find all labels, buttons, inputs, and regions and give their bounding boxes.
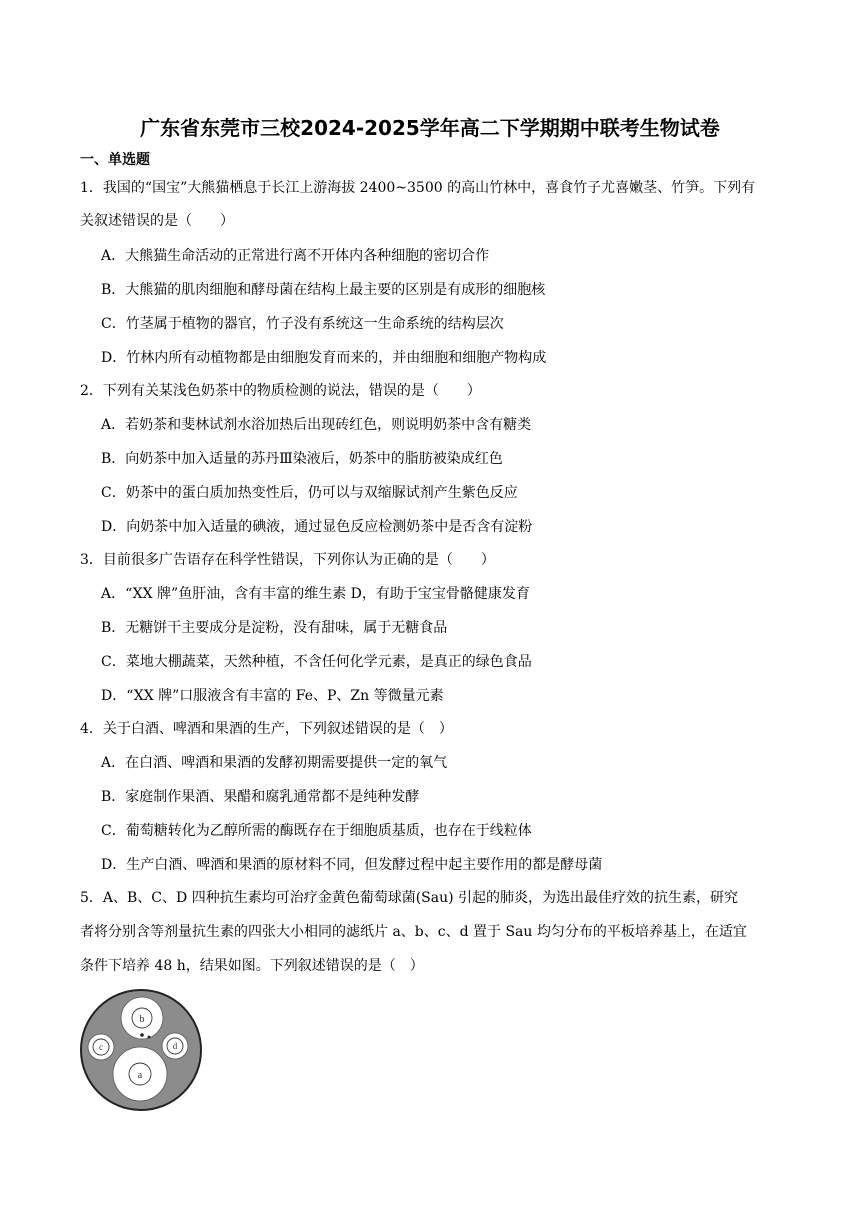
question-1-option-b: B．大熊猫的肌肉细胞和酵母菌在结构上最主要的区别是有成形的细胞核 — [101, 282, 546, 298]
question-2-option-b: B．向奶茶中加入适量的苏丹Ⅲ染液后，奶茶中的脂肪被染成红色 — [101, 451, 503, 467]
section-heading: 一、单选题 — [80, 152, 150, 168]
colony-dot — [148, 1036, 151, 1039]
petri-dish-figure — [79, 988, 203, 1112]
question-4-option-b: B．家庭制作果酒、果醋和腐乳通常都不是纯种发酵 — [101, 789, 420, 805]
question-5-stem-line-2: 者将分别含等剂量抗生素的四张大小相同的滤纸片 a、b、c、d 置于 Sau 均匀分布的平板培养基上，在适宜 — [80, 924, 747, 940]
question-2-option-a: A．若奶茶和斐林试剂水浴加热后出现砖红色，则说明奶茶中含有糖类 — [101, 417, 532, 433]
question-2-option-d: D．向奶茶中加入适量的碘液，通过显色反应检测奶茶中是否含有淀粉 — [101, 519, 533, 535]
document-title: 广东省东莞市三校2024-2025学年高二下学期期中联考生物试卷 — [140, 116, 720, 140]
question-5-stem-line-3: 条件下培养 48 h，结果如图。下列叙述错误的是（ ） — [80, 958, 424, 974]
question-1-stem-line-2: 关叙述错误的是（ ） — [80, 213, 234, 229]
question-1-option-a: A．大熊猫生命活动的正常进行离不开体内各种细胞的密切合作 — [101, 248, 490, 264]
disc-b — [121, 997, 163, 1039]
question-3-option-b: B．无糖饼干主要成分是淀粉，没有甜味，属于无糖食品 — [101, 620, 448, 636]
disc-c-label: c — [99, 1042, 103, 1052]
question-3-option-c: C．菜地大棚蔬菜，天然种植，不含任何化学元素，是真正的绿色食品 — [101, 654, 532, 670]
question-4-stem-line-1: 4．关于白酒、啤酒和果酒的生产，下列叙述错误的是（ ） — [80, 721, 453, 737]
disc-c — [88, 1034, 114, 1060]
question-4-option-a: A．在白酒、啤酒和果酒的发酵初期需要提供一定的氧气 — [101, 755, 448, 771]
question-4-option-d: D．生产白酒、啤酒和果酒的原材料不同，但发酵过程中起主要作用的都是酵母菌 — [101, 857, 603, 873]
question-3-stem-line-1: 3．目前很多广告语存在科学性错误，下列你认为正确的是（ ） — [80, 552, 495, 568]
colony-dot — [140, 1033, 144, 1037]
question-3-option-d: D．“XX 牌”口服液含有丰富的 Fe、P、Zn 等微量元素 — [101, 688, 444, 704]
question-2-stem-line-1: 2．下列有关某浅色奶茶中的物质检测的说法，错误的是（ ） — [80, 383, 481, 399]
question-5-stem-line-1: 5．A、B、C、D 四种抗生素均可治疗金黄色葡萄球菌(Sau) 引起的肺炎，为选出最佳疗效的抗生素，研究 — [80, 890, 739, 906]
question-3-option-a: A．“XX 牌”鱼肝油，含有丰富的维生素 D，有助于宝宝骨骼健康发育 — [101, 586, 530, 602]
question-1-stem-line-1: 1．我国的“国宝”大熊猫栖息于长江上游海拔 2400~3500 的高山竹林中，喜食竹子尤喜嫩茎、竹笋。下列有 — [80, 180, 756, 196]
disc-a — [113, 1047, 167, 1101]
disc-b-label: b — [139, 1014, 145, 1025]
question-1-option-d: D．竹林内所有动植物都是由细胞发育而来的，并由细胞和细胞产物构成 — [101, 350, 547, 366]
disc-d — [162, 1033, 188, 1059]
disc-d-label: d — [172, 1041, 178, 1051]
question-2-option-c: C．奶茶中的蛋白质加热变性后，仍可以与双缩脲试剂产生紫色反应 — [101, 485, 518, 501]
question-4-option-c: C．葡萄糖转化为乙醇所需的酶既存在于细胞质基质，也存在于线粒体 — [101, 823, 532, 839]
disc-a-label: a — [137, 1070, 143, 1081]
question-1-option-c: C．竹茎属于植物的器官，竹子没有系统这一生命系统的结构层次 — [101, 316, 504, 332]
